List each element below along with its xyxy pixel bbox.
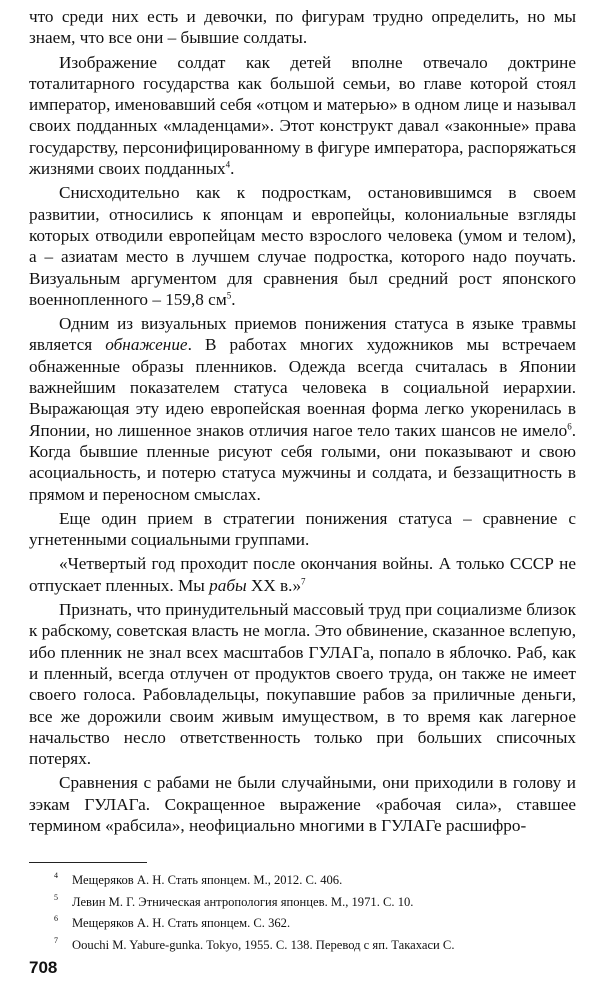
paragraph-p1: [29, 6, 576, 49]
page-number: 708: [29, 958, 58, 977]
text-run: .: [230, 159, 235, 179]
emphasis-text: обнажение: [105, 335, 188, 355]
footnote-text: Левин М. Г. Этническая антропология японцев. М., 1971. С. 10.: [72, 894, 414, 909]
footnote-number: 5: [54, 892, 58, 902]
footnote-separator: [29, 862, 147, 863]
text-run: . Когда бывшие пленные рисуют себя голыми, они показывают и свою асоциальность, и потерю статуса мужчины и солдата, и беззащитность в прямом и переносном смыслах.: [29, 420, 576, 504]
footnote-item: [54, 892, 574, 914]
text-run: «Четвертый год проходит после окончания войны. А только СССР не отпускает пленных. Мы: [29, 554, 576, 595]
text-run: .: [231, 289, 236, 309]
text-run: Сравнения с рабами не были случайными, они приходили в голову и зэкам ГУЛАГа. Сокращенное выражение «рабочая сила», ставшее термином «рабсила», неофициально многими в ГУЛАГе расшифро-: [29, 773, 576, 835]
footnote-number: 7: [54, 935, 58, 945]
paragraph-p2: [29, 52, 576, 180]
paragraph-p8: [29, 772, 576, 836]
footnote-item: [54, 913, 574, 935]
text-run: Признать, что принудительный массовый труд при социализме близок к рабскому, советская власть не могла. Это обвинение, сказанное вслепую, ибо пленник не знал всех масштабов ГУЛАГа, попало в яблочко. Раб, как и пленный, всегда отлучен от продуктов своего труда, он также не имеет своего голоса. Рабовладельцы, покупавшие рабов за приличные деньги, все же дорожили своим живым имуществом, в то время как лагерное начальство несло ответственность только при больших списочных потерях.: [29, 600, 576, 769]
paragraph-p6: [29, 553, 576, 596]
emphasis-text: рабы: [209, 575, 247, 595]
footnote-ref: 6: [567, 420, 572, 431]
footnote-ref: 5: [226, 290, 232, 301]
text-run: что среди них есть и девочки, по фигурам трудно определить, но мы знаем, что все они – бывшие солдаты.: [29, 7, 576, 48]
paragraph-p4: [29, 313, 576, 505]
footnote-ref: 4: [225, 159, 231, 170]
footnote-item: [54, 870, 574, 892]
paragraph-p5: [29, 508, 576, 551]
text-run: Снисходительно как к подросткам, остановившимся в своем развитии, относились к японцам и европейцы, колониальные взгляды которых отводили европейцам место взрослого человека (умом и телом), а – азиатам место в лучшем случае подростка, которого надо поучать. Визуальным аргументом для сравнения был средний рост японского военнопленного – 159,8 см: [29, 183, 576, 309]
footnote-item: [54, 935, 574, 957]
paragraph-p3: [29, 182, 576, 310]
footnote-text: Мещеряков А. Н. Стать японцем. М., 2012. С. 406.: [72, 873, 343, 887]
footnote-number: 6: [54, 914, 58, 923]
main-text: [29, 6, 576, 839]
text-run: Изображение солдат как детей вполне отвечало доктрине тоталитарного государства как большой семьи, во главе которой стоял император, именовавший себя «отцом и матерью» в одном лице и называл своих подданных «младенцами». Этот конструкт давал «законные» права государству, персонифицированному в фигуре императора, распоряжаться жизнями своих подданных: [29, 52, 576, 179]
footnote-number: 4: [54, 871, 58, 880]
footnote-text: Мещеряков А. Н. Стать японцем. С. 362.: [72, 916, 291, 930]
text-run: Еще один прием в стратегии понижения статуса – сравнение с угнетенными социальными группами.: [29, 508, 576, 550]
text-run: . В работах многих художников мы встречаем обнаженные образы пленников. Одежда всегда считалась в Японии важнейшим показателем статуса человека в социальной иерархии. Выражающая эту идею европейская военная форма легко укоренилась в Японии, но лишенное знаков отличия нагое тело таких шансов не имело: [29, 335, 576, 440]
footnote-text: Oouchi M. Yabure-gunka. Tokyo, 1955. С. 138. Перевод с яп. Такахаси С.: [72, 937, 455, 952]
footnotes: [54, 870, 574, 956]
text-run: XX в.»: [246, 575, 302, 595]
paragraph-p7: [29, 599, 576, 769]
text-run: Одним из визуальных приемов понижения статуса в языке травмы является: [29, 314, 576, 355]
footnote-ref: 7: [301, 575, 306, 586]
